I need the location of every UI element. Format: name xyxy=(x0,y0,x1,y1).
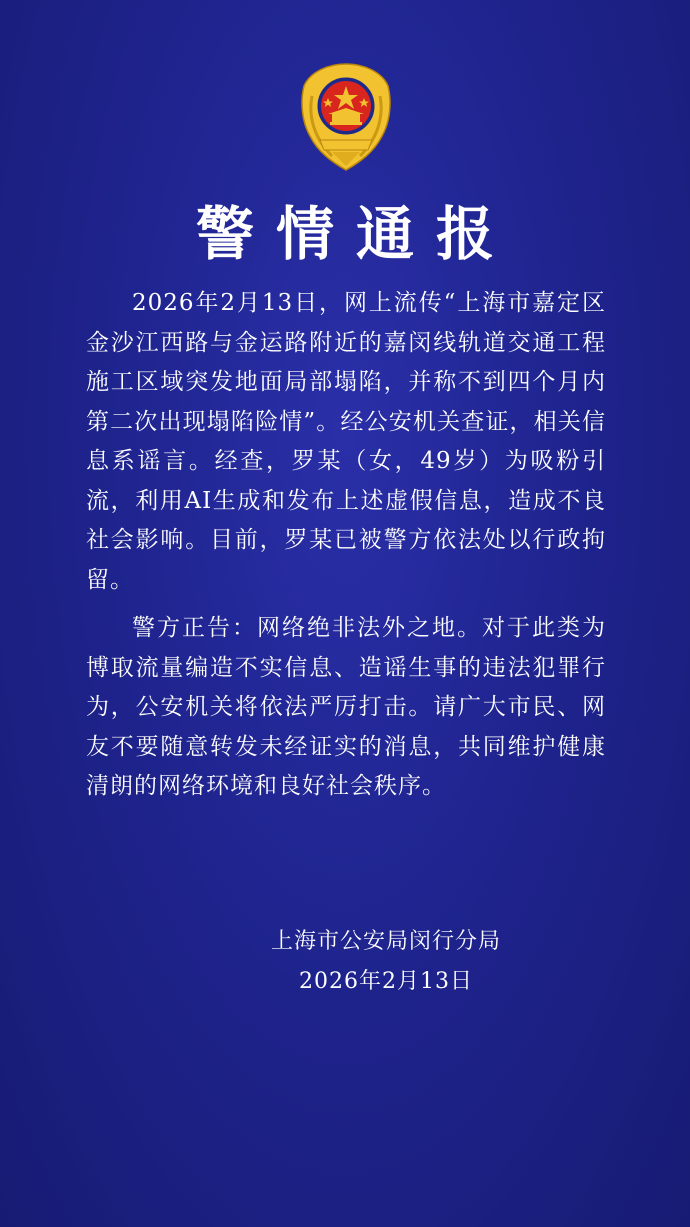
notice-body xyxy=(86,284,606,816)
issue-date: 2026年2月13日 xyxy=(299,969,473,994)
police-emblem-icon xyxy=(298,62,394,172)
notice-title: 警情通报 xyxy=(195,200,516,268)
notice-paragraph: 2026年2月13日，网上流传“上海市嘉定区金沙江西路与金运路附近的嘉闵线轨道交通工程施工区域突发地面局部塌陷，并称不到四个月内第二次出现塌陷险情”。经公安机关查证，相关信息系谣言。经查，罗某（女，49岁）为吸粉引流，利用AI生成和发布上述虚假信息，造成不良社会影响。目前，罗某已被警方依法处以行政拘留。 xyxy=(86,290,606,593)
issuer-name: 上海市公安局闵行分局 xyxy=(270,929,501,954)
notice-paragraph: 警方正告：网络绝非法外之地。对于此类为博取流量编造不实信息、造谣生事的违法犯罪行为，公安机关将依法严厉打击。请广大市民、网友不要随意转发未经证实的消息，共同维护健康清朗的网络环境和良好社会秩序。 xyxy=(86,615,606,799)
